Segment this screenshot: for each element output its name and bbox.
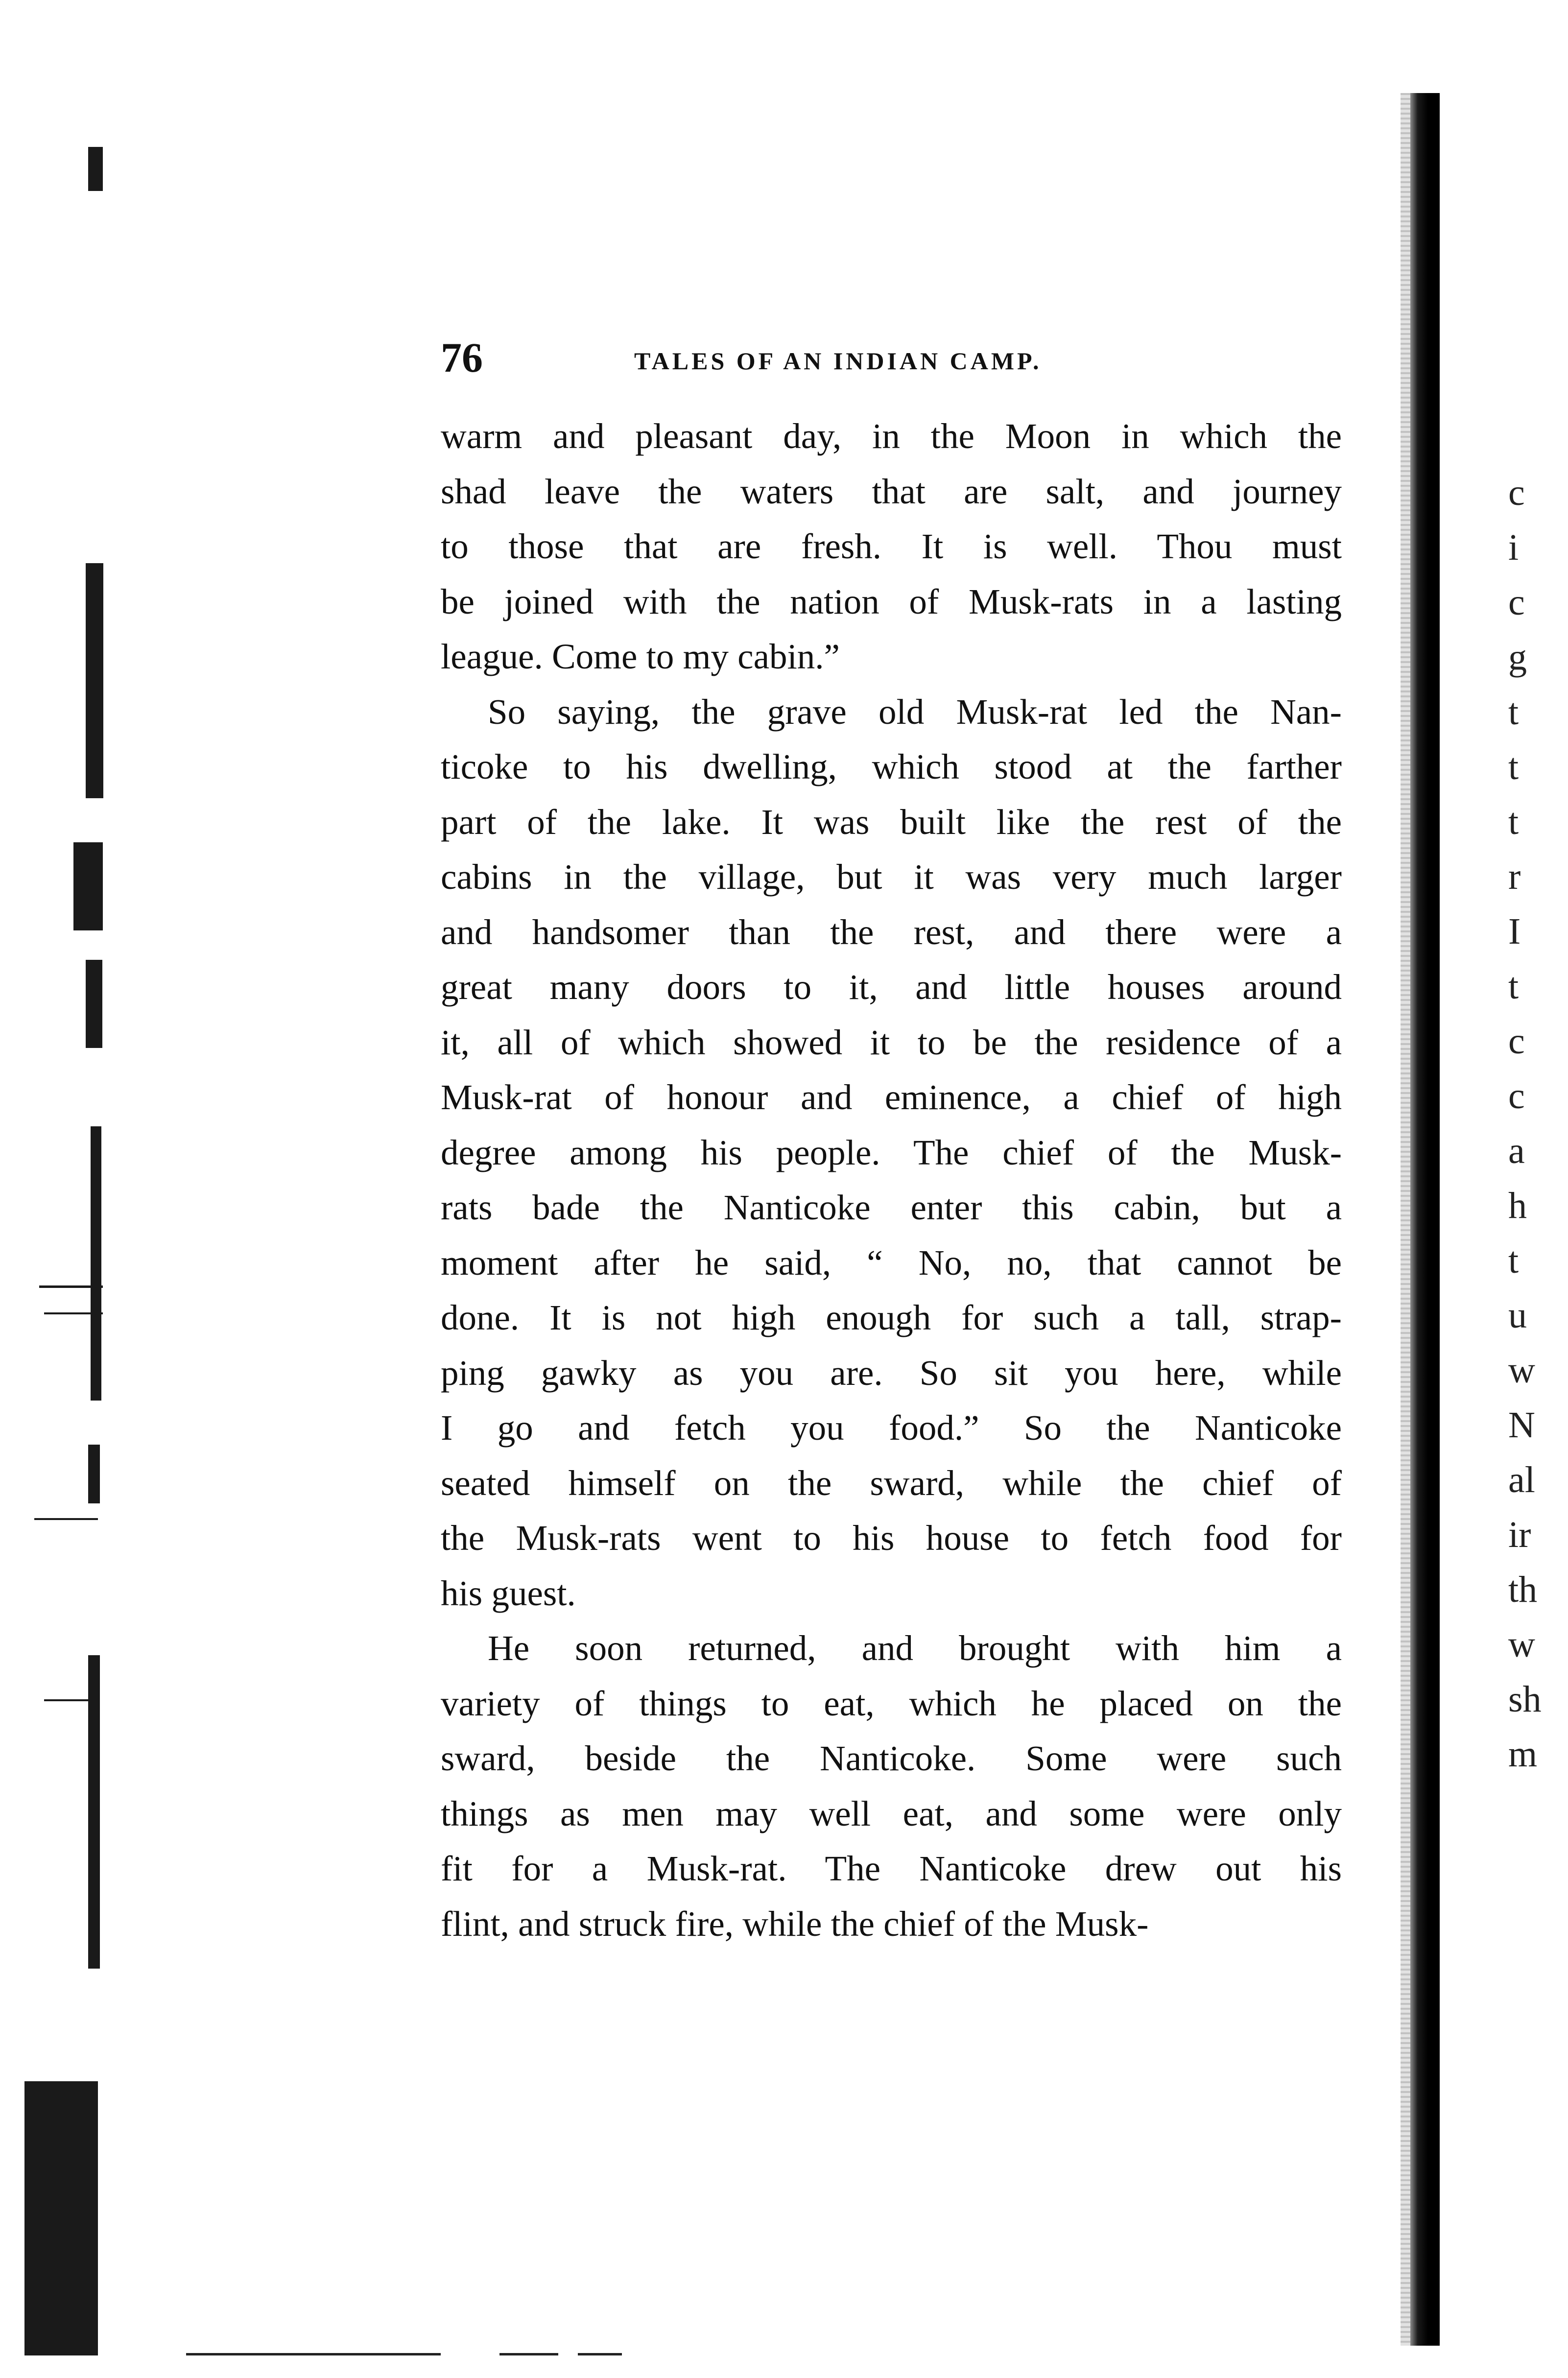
text-line: ticoke to his dwelling, which stood at the farther [441, 747, 1342, 786]
text-line: it, all of which showed it to be the residence of a [441, 1022, 1342, 1062]
running-head: TALES OF AN INDIAN CAMP. [634, 347, 1042, 375]
text-line: league. Come to my cabin.” [441, 637, 840, 676]
next-page-fragment: ir [1508, 1514, 1531, 1555]
next-page-fragment: I [1508, 911, 1521, 952]
next-page-fragment: c [1508, 1021, 1525, 1062]
text-line: seated himself on the sward, while the chief of [441, 1463, 1342, 1503]
binding-gutter [0, 0, 127, 2378]
next-page-fragment: h [1508, 1185, 1527, 1226]
text-line: to those that are fresh. It is well. Thou must [441, 526, 1342, 566]
text-line: sward, beside the Nanticoke. Some were such [441, 1738, 1342, 1778]
body-text [441, 409, 1342, 1951]
text-line: great many doors to it, and little houses around [441, 967, 1342, 1007]
text-line: Musk-rat of honour and eminence, a chief of high [441, 1077, 1342, 1117]
paragraph [441, 409, 1342, 685]
text-line: part of the lake. It was built like the rest of the [441, 802, 1342, 842]
bottom-rule [578, 2353, 622, 2355]
next-page-fragment: c [1508, 472, 1525, 513]
next-page-fragment: t [1508, 966, 1519, 1007]
next-page-fragment: w [1508, 1624, 1535, 1665]
next-page-fragment: th [1508, 1569, 1538, 1610]
text-line: fit for a Musk-rat. The Nanticoke drew out his [441, 1849, 1342, 1888]
next-page-fragment: al [1508, 1459, 1535, 1500]
text-line: done. It is not high enough for such a tall, strap- [441, 1298, 1342, 1337]
text-line: warm and pleasant day, in the Moon in which the [441, 416, 1342, 456]
next-page-fragment: t [1508, 691, 1519, 733]
text-line: So saying, the grave old Musk-rat led the Nan- [488, 691, 1342, 732]
next-page-fragment: sh [1508, 1679, 1542, 1720]
paragraph [441, 685, 1342, 1621]
next-page-fragment: c [1508, 1075, 1525, 1117]
text-line: I go and fetch you food.” So the Nanticoke [441, 1408, 1342, 1448]
next-page-fragment: t [1508, 1240, 1519, 1281]
text-line: shad leave the waters that are salt, and journey [441, 471, 1342, 511]
next-page-fragment: u [1508, 1295, 1527, 1336]
text-line: things as men may well eat, and some were only [441, 1793, 1342, 1833]
page-number: 76 [441, 334, 483, 381]
text-line: the Musk-rats went to his house to fetch food for [441, 1518, 1342, 1558]
bottom-rule [499, 2353, 558, 2355]
next-page-fragment: a [1508, 1130, 1525, 1171]
next-page-fragment: c [1508, 582, 1525, 623]
text-line: flint, and struck fire, while the chief of the Musk- [441, 1903, 1149, 1944]
next-page-fragments [1508, 465, 1567, 2179]
text-line: variety of things to eat, which he placed on the [441, 1683, 1342, 1723]
next-page-fragment: N [1508, 1404, 1535, 1446]
next-page-fragment: w [1508, 1350, 1535, 1391]
next-page-fragment: g [1508, 637, 1527, 678]
next-page-fragment: r [1508, 856, 1521, 897]
text-line: and handsomer than the rest, and there were a [441, 912, 1342, 952]
page-edge [1410, 93, 1440, 2346]
next-page-fragment: m [1508, 1734, 1538, 1775]
bottom-rule [186, 2353, 441, 2355]
text-line: moment after he said, “ No, no, that cannot be [441, 1242, 1342, 1283]
next-page-fragment: t [1508, 746, 1519, 787]
text-line: He soon returned, and brought with him a [488, 1628, 1342, 1668]
next-page-fragment: i [1508, 527, 1519, 568]
next-page-fragment: t [1508, 801, 1519, 842]
text-line: cabins in the village, but it was very much larger [441, 857, 1342, 897]
text-line: ping gawky as you are. So sit you here, while [441, 1353, 1342, 1393]
text-line: rats bade the Nanticoke enter this cabin, but a [441, 1188, 1342, 1227]
paragraph [441, 1621, 1342, 1951]
text-line: his guest. [441, 1573, 576, 1613]
page-header [441, 333, 1342, 382]
text-line: be joined with the nation of Musk-rats in a lasting [441, 581, 1342, 621]
text-line: degree among his people. The chief of the Musk- [441, 1132, 1342, 1172]
